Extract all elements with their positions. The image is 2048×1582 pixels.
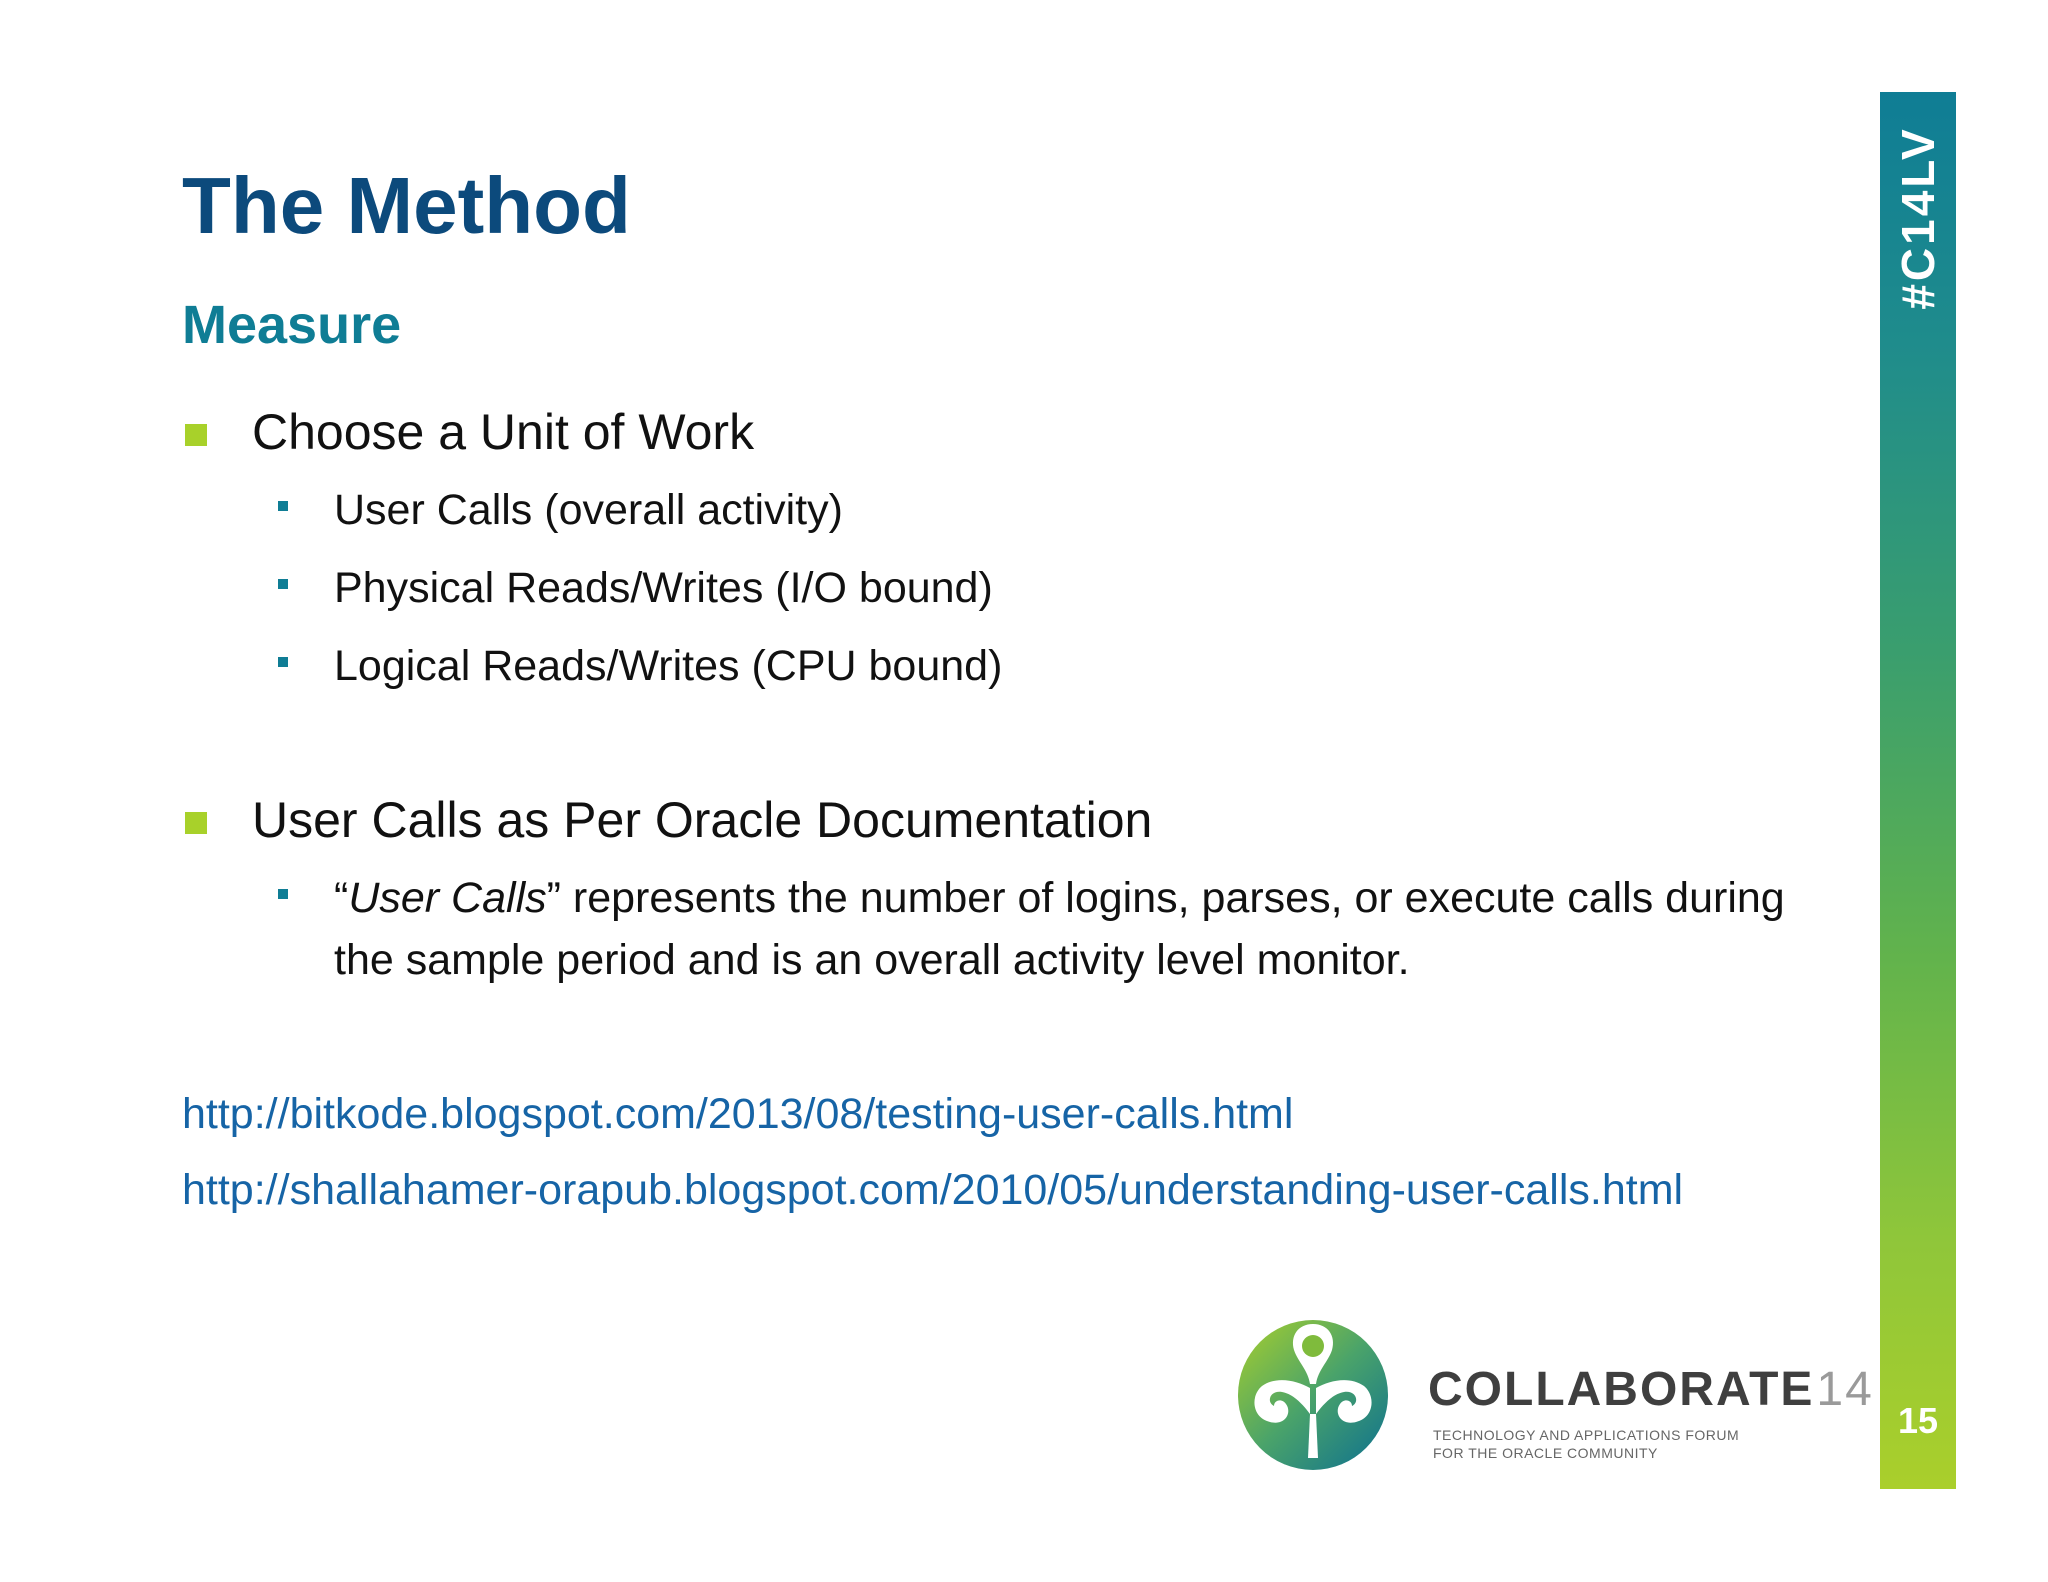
brand-name: COLLABORATE14	[1428, 1363, 1874, 1416]
brand-year: 14	[1816, 1363, 1874, 1416]
page-number: 15	[1897, 1400, 1939, 1441]
reference-link-orapub[interactable]: http://shallahamer-orapub.blogspot.com/2010/05/understanding-user-calls.html	[182, 1166, 1684, 1214]
collaborate-logo-icon	[1236, 1318, 1391, 1473]
square-bullet-icon	[185, 424, 207, 446]
brand-tagline: TECHNOLOGY AND APPLICATIONS FORUM FOR THE ORACLE COMMUNITY	[1433, 1427, 1740, 1461]
small-square-bullet-icon	[278, 501, 288, 511]
bullet-text: Logical Reads/Writes (CPU bound)	[334, 642, 1003, 690]
small-square-bullet-icon	[278, 579, 288, 589]
reference-link-bitkode[interactable]: http://bitkode.blogspot.com/2013/08/testing-user-calls.html	[182, 1090, 1294, 1138]
quote-text: “User Calls” represents the number of logins, parses, or execute calls during the sample period and is an overall activity level monitor.	[334, 874, 1785, 984]
bullet-text: Physical Reads/Writes (I/O bound)	[334, 564, 993, 612]
bullet-text: Choose a Unit of Work	[252, 404, 755, 460]
bullet-text: User Calls (overall activity)	[334, 486, 843, 534]
small-square-bullet-icon	[278, 889, 288, 899]
hashtag-label: #C14LV	[1892, 126, 1944, 310]
page-title: The Method	[182, 161, 631, 250]
square-bullet-icon	[185, 812, 207, 834]
section-subtitle: Measure	[182, 295, 402, 355]
small-square-bullet-icon	[278, 657, 288, 667]
bullet-text: User Calls as Per Oracle Documentation	[252, 792, 1153, 848]
quote-term: User Calls	[348, 874, 547, 922]
